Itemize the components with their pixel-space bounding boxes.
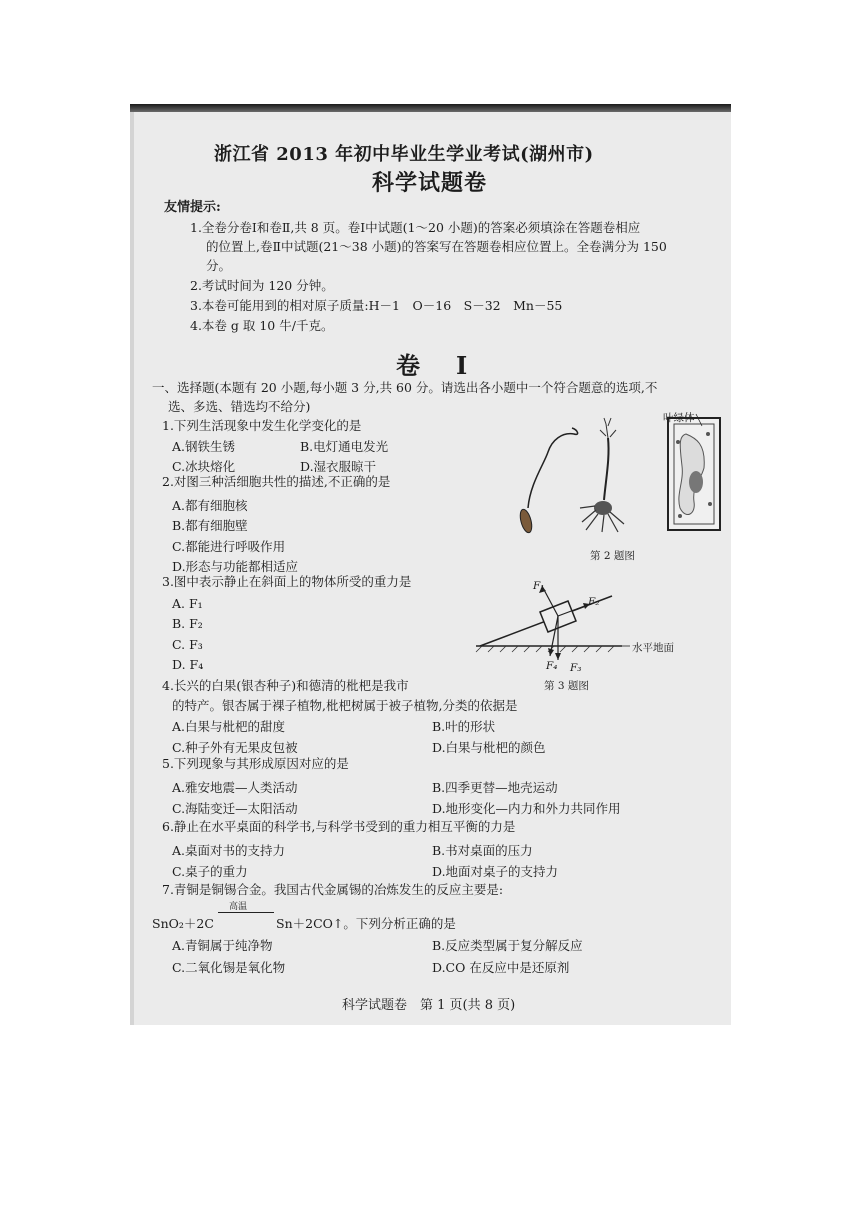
exam-subtitle: 科学试题卷 — [372, 170, 488, 196]
option-b: B.书对桌面的压力 — [432, 843, 533, 858]
option-b: B.电灯通电发光 — [300, 439, 389, 454]
figure-3-incline — [472, 574, 712, 674]
option-a: A.都有细胞核 — [172, 498, 248, 513]
option-c: C.二氧化锡是氧化物 — [172, 960, 286, 975]
option-c: C. F₃ — [172, 637, 203, 652]
notice-line: 3.本卷可能用到的相对原子质量:H－1 O－16 S－32 Mn－55 — [190, 298, 563, 313]
equation-condition: 高温 — [229, 902, 248, 912]
part-instruction: 一、选择题(本题有 20 小题,每小题 3 分,共 60 分。请选出各小题中一个符合题意的选项,不 — [152, 380, 658, 395]
option-a: A. F₁ — [172, 596, 203, 611]
equation-right: Sn＋2CO↑。下列分析正确的是 — [276, 916, 456, 931]
option-d: D.湿衣服晾干 — [300, 459, 377, 474]
question-stem: 6.静止在水平桌面的科学书,与科学书受到的重力相互平衡的力是 — [162, 819, 516, 834]
force-label-f1: F₁ — [533, 580, 545, 592]
option-a: A.白果与枇杷的甜度 — [172, 719, 286, 734]
option-d: D.地面对桌子的支持力 — [432, 864, 559, 879]
option-d: D.白果与枇杷的颜色 — [432, 740, 546, 755]
figure-3-ground-label: 水平地面 — [632, 642, 674, 654]
question-stem: 7.青铜是铜锡合金。我国古代金属锡的冶炼发生的反应主要是: — [162, 882, 504, 897]
question-stem: 3.图中表示静止在斜面上的物体所受的重力是 — [162, 574, 412, 589]
notice-line: 分。 — [206, 258, 232, 273]
notice-line: 4.本卷 g 取 10 牛/千克。 — [190, 318, 334, 333]
option-b: B.叶的形状 — [432, 719, 496, 734]
exam-title: 浙江省 2013 年初中毕业生学业考试(湖州市) — [214, 144, 594, 165]
page-top-edge — [130, 104, 731, 112]
option-b: B. F₂ — [172, 616, 203, 631]
page-shadow — [130, 104, 134, 1025]
question-stem: 1.下列生活现象中发生化学变化的是 — [162, 418, 362, 433]
option-c: C.种子外有无果皮包被 — [172, 740, 298, 755]
option-a: A.钢铁生锈 — [172, 439, 236, 454]
section-heading: 卷 Ⅰ — [396, 351, 474, 380]
question-stem: 的特产。银杏属于裸子植物,枇杷树属于被子植物,分类的依据是 — [172, 698, 518, 713]
figure-2-label: 叶绿体 — [663, 412, 695, 424]
question-stem: 2.对图三种活细胞共性的描述,不正确的是 — [162, 474, 391, 489]
part-instruction: 选、多选、错选均不给分) — [168, 399, 311, 414]
figure-3-caption: 第 3 题图 — [544, 680, 589, 692]
exam-page — [130, 104, 731, 1025]
notice-line: 2.考试时间为 120 分钟。 — [190, 278, 334, 293]
equation-left: SnO₂＋2C — [152, 916, 214, 931]
option-b: B.四季更替—地壳运动 — [432, 780, 558, 795]
option-b: B.都有细胞壁 — [172, 518, 248, 533]
option-d: D.形态与功能都相适应 — [172, 559, 299, 574]
option-d: D.地形变化—内力和外力共同作用 — [432, 801, 621, 816]
question-stem: 5.下列现象与其形成原因对应的是 — [162, 756, 349, 771]
force-label-f4: F₄ — [546, 660, 558, 672]
figure-2-cells — [500, 404, 730, 534]
option-b: B.反应类型属于复分解反应 — [432, 938, 583, 953]
option-a: A.桌面对书的支持力 — [172, 843, 286, 858]
notice-line: 1.全卷分卷Ⅰ和卷Ⅱ,共 8 页。卷Ⅰ中试题(1～20 小题)的答案必须填涂在答题卷相应 — [190, 220, 641, 235]
notice-line: 的位置上,卷Ⅱ中试题(21～38 小题)的答案写在答题卷相应位置上。全卷满分为 150 — [206, 239, 667, 254]
option-c: C.海陆变迁—太阳活动 — [172, 801, 298, 816]
option-d: D. F₄ — [172, 657, 204, 672]
option-c: C.冰块熔化 — [172, 459, 236, 474]
option-c: C.桌子的重力 — [172, 864, 248, 879]
force-label-f3: F₃ — [570, 662, 582, 674]
option-d: D.CO 在反应中是还原剂 — [432, 960, 570, 975]
option-a: A.雅安地震—人类活动 — [172, 780, 298, 795]
option-c: C.都能进行呼吸作用 — [172, 539, 286, 554]
equation-arrow — [218, 912, 274, 913]
force-label-f2: F₂ — [588, 596, 600, 608]
option-a: A.青铜属于纯净物 — [172, 938, 273, 953]
figure-2-caption: 第 2 题图 — [590, 550, 635, 562]
question-stem: 4.长兴的白果(银杏种子)和德清的枇杷是我市 — [162, 678, 409, 693]
page-footer: 科学试题卷 第 1 页(共 8 页) — [342, 998, 516, 1013]
notice-heading: 友情提示: — [164, 200, 221, 215]
